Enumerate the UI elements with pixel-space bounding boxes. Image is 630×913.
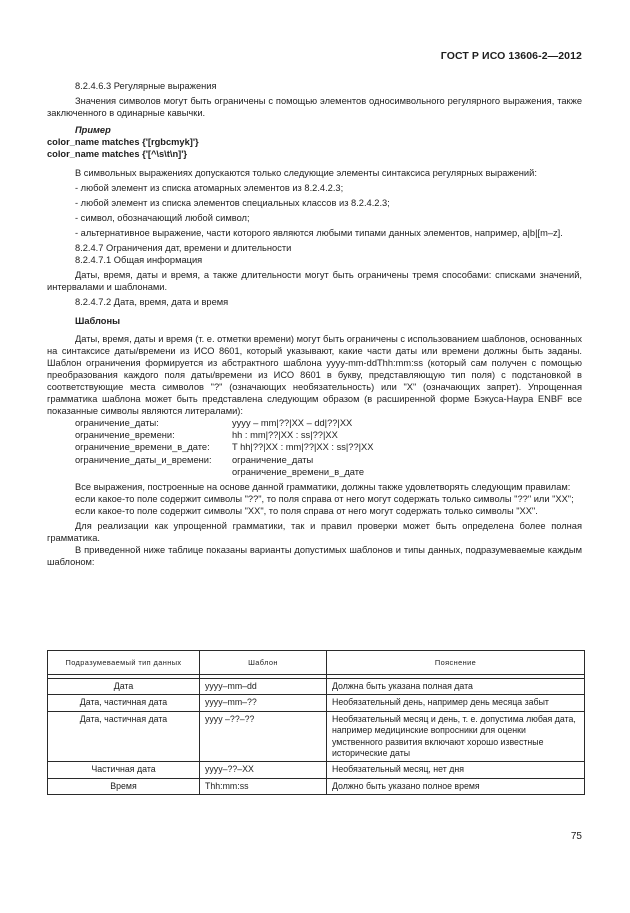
- column-header: Пояснение: [327, 651, 585, 675]
- page-body: [47, 80, 582, 568]
- column-header: Подразумеваемый тип данных: [48, 651, 200, 675]
- standard-header: ГОСТ Р ИСО 13606-2—2012: [440, 50, 582, 62]
- code-line: color_name matches {'[rgbcmyk]'}: [47, 137, 199, 148]
- code-line: color_name matches {'[^\s\t\n]'}: [47, 149, 188, 160]
- grammar-name: ограничение_времени:: [75, 430, 175, 441]
- section-8-2-4-7-1-title: 8.2.4.7.1 Общая информация: [75, 255, 203, 266]
- grammar-rule: T hh|??|XX : mm|??|XX : ss|??|XX: [232, 442, 374, 453]
- grammar-name: ограничение_даты_и_времени:: [75, 454, 212, 465]
- cell-pattern: yyyy–??–XX: [200, 762, 327, 778]
- cell-note: Должна быть указана полная дата: [327, 679, 585, 695]
- cell-note: Необязательный месяц, нет дня: [327, 762, 585, 778]
- grammar-rule: hh : mm|??|XX : ss|??|XX: [232, 430, 338, 441]
- cell-pattern: yyyy –??–??: [200, 711, 327, 762]
- cell-pattern: yyyy–mm–dd: [200, 679, 327, 695]
- column-header: Шаблон: [200, 651, 327, 675]
- grammar-rule: yyyy – mm|??|XX – dd|??|XX: [232, 418, 353, 429]
- table-row: [48, 695, 585, 711]
- table-row: [48, 679, 585, 695]
- list-item: - любой элемент из списка элементов специальных классов из 8.2.4.2.3;: [75, 197, 390, 208]
- paragraph-constraints-general: Даты, время, даты и время, а также длительности могут быть ограничены тремя способами: списками значений, интервалами и шаблонами.: [47, 270, 582, 293]
- templates-heading: Шаблоны: [75, 315, 121, 326]
- grammar-name: ограничение_времени_в_дате:: [75, 442, 210, 453]
- paragraph-templates: Даты, время, даты и время (т. е. отметки времени) могут быть ограничены с использованием шаблонов, основанных на синтаксисе даты/времени из ИСО 8601, который указывают, какие части даты или времени должны быть заданы. Шаблон ограничения формируется из абстрактного шаблона yyyy-mm-ddThh:mm:ss (который сам получен с помощью преобразования каждого поля даты/времени из ИСО 8601 в букву, представляющую тип поля) с подстановкой в соответствующие места символов "?" (означающих необязательность) или "X" (означающих запрет). Упрощенная грамматика шаблона может быть представлена следующим образом (в расширенной форме Бэкуса-Наура ENBF все показанные символы являются литералами):: [47, 333, 582, 417]
- cell-type: Дата: [48, 679, 200, 695]
- paragraph-regex-intro: В символьных выражениях допускаются только следующие элементы синтаксиса регулярных выражений:: [75, 167, 537, 178]
- grammar-row: [75, 429, 373, 441]
- table-row: [48, 778, 585, 794]
- paragraph-rules-intro: Все выражения, построенные на основе данной грамматики, должны также удовлетворять следующим правилам:: [75, 481, 571, 492]
- grammar-rule: ограничение_времени_в_дате: [232, 466, 365, 477]
- grammar-rule: ограничение_даты: [232, 454, 314, 465]
- list-item: - символ, обозначающий любой символ;: [75, 212, 250, 223]
- table-header-row: [48, 651, 585, 675]
- page-number: 75: [570, 831, 582, 842]
- list-item: - любой элемент из списка атомарных элементов из 8.2.4.2.3;: [75, 182, 344, 193]
- table-row: [48, 762, 585, 778]
- grammar-row: [75, 441, 373, 453]
- grammar-block: [75, 417, 373, 477]
- section-8-2-4-7-title: 8.2.4.7 Ограничения дат, времени и длительности: [75, 243, 292, 254]
- paragraph-implementation: Для реализации как упрощенной грамматики, так и правил проверки может быть определена более полная грамматика.: [47, 521, 582, 544]
- grammar-row: [75, 466, 373, 478]
- cell-pattern: Thh:mm:ss: [200, 778, 327, 794]
- section-8-2-4-7-2-title: 8.2.4.7.2 Дата, время, дата и время: [75, 297, 229, 308]
- rule-item: если какое-то поле содержит символы "??", то поля справа от него могут содержать только символы "??" или "XX";: [75, 493, 574, 504]
- example-title: Пример: [75, 125, 111, 136]
- cell-note: Должно быть указано полное время: [327, 778, 585, 794]
- grammar-row: [75, 454, 373, 466]
- regex-elements-list: [47, 182, 582, 239]
- cell-type: Частичная дата: [48, 762, 200, 778]
- paragraph-table-intro: В приведенной ниже таблице показаны варианты допустимых шаблонов и типы данных, подразумеваемые каждым шаблоном:: [47, 545, 582, 568]
- list-item: - альтернативное выражение, части которого являются любыми типами данных элементов, например, a|b|[m–z].: [75, 227, 563, 238]
- table-row: [48, 711, 585, 762]
- cell-type: Время: [48, 778, 200, 794]
- cell-type: Дата, частичная дата: [48, 711, 200, 762]
- cell-pattern: yyyy–mm–??: [200, 695, 327, 711]
- cell-type: Дата, частичная дата: [48, 695, 200, 711]
- grammar-name: ограничение_даты:: [75, 418, 159, 429]
- rule-item: если какое-то поле содержит символы "XX", то поля справа от него могут содержать только символы "XX".: [75, 505, 538, 516]
- grammar-name: [75, 466, 232, 478]
- paragraph-regex-values: Значения символов могут быть ограничены с помощью элементов односимвольного регулярного выражения, также заключенного в одинарные кавычки.: [47, 96, 582, 119]
- grammar-row: [75, 417, 373, 429]
- section-8-2-4-6-3-title: 8.2.4.6.3 Регулярные выражения: [75, 81, 217, 91]
- templates-table: [47, 650, 585, 795]
- cell-note: Необязательный день, например день месяца забыт: [327, 695, 585, 711]
- cell-note: Необязательный месяц и день, т. е. допустима любая дата, например медицинские вопросники для оценки умственного развития включают хорошо известные исторические даты: [327, 711, 585, 762]
